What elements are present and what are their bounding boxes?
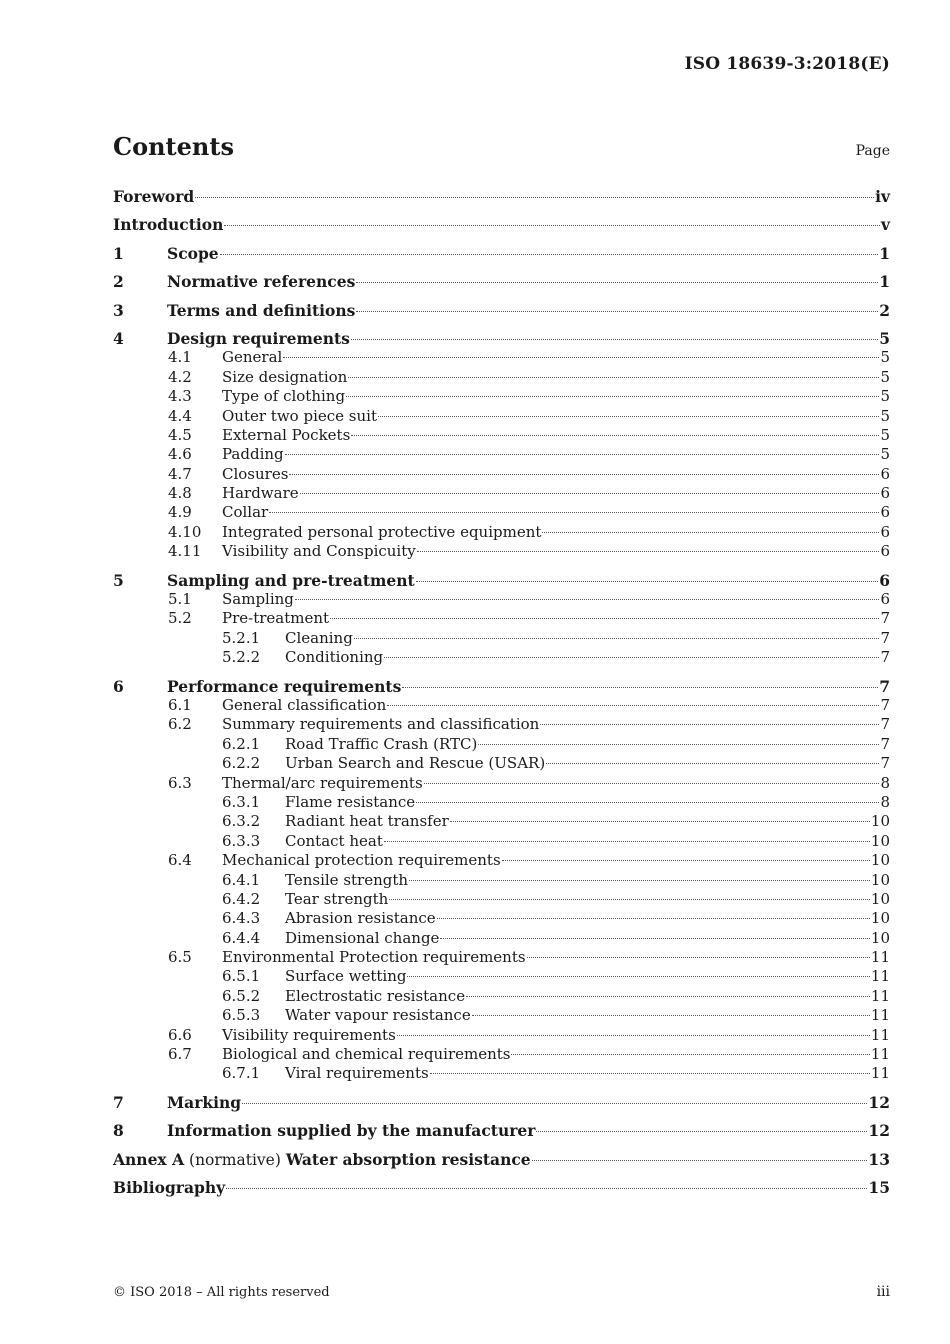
toc-entry[interactable] [113, 407, 890, 426]
toc-entry-number: 8 [113, 1121, 124, 1141]
toc-entry[interactable] [113, 929, 890, 948]
toc-entry-number: 4.1 [168, 348, 192, 367]
toc-entry[interactable] [113, 1064, 890, 1083]
toc-entry-number: 1 [113, 243, 124, 263]
toc-entry-number: 4.5 [168, 425, 192, 444]
toc-entry-title: Visibility requirements [222, 1025, 396, 1044]
toc-entry-title: Thermal/arc requirements [222, 773, 423, 792]
toc-entry[interactable] [113, 215, 890, 234]
toc-entry-title: Tensile strength [285, 870, 409, 889]
toc-entry-number: 6.7 [168, 1045, 192, 1064]
toc-leader-dots [384, 656, 879, 658]
toc-leader-dots [283, 356, 879, 358]
toc-entry-page: 8 [880, 773, 890, 792]
toc-entry[interactable] [113, 1045, 890, 1064]
toc-entry-page: 10 [870, 851, 890, 870]
toc-entry[interactable] [113, 812, 890, 831]
toc-entry-title: Visibility and Conspicuity [222, 542, 416, 561]
toc-entry-number: 7 [113, 1092, 124, 1112]
toc-leader-dots [351, 338, 878, 340]
toc-leader-dots [285, 453, 880, 455]
toc-entry-page: 10 [870, 889, 890, 908]
toc-leader-dots [387, 704, 879, 706]
toc-entry-page: 2 [879, 300, 890, 320]
toc-leader-dots [478, 743, 879, 745]
toc-entry-page: 5 [880, 348, 890, 367]
toc-entry[interactable] [113, 445, 890, 464]
document-reference: ISO 18639-3:2018(E) [684, 54, 890, 74]
toc-leader-dots [416, 801, 879, 803]
toc-entry[interactable] [113, 987, 890, 1006]
toc-entry[interactable] [113, 909, 890, 928]
toc-entry-number: 4.3 [168, 387, 192, 406]
toc-entry-title: Road Traffic Crash (RTC) [285, 734, 478, 753]
toc-entry-page: 10 [870, 909, 890, 928]
toc-entry[interactable] [113, 542, 890, 561]
toc-entry-title: Scope [167, 243, 219, 263]
toc-entry[interactable] [113, 754, 890, 773]
toc-leader-dots [330, 617, 879, 619]
toc-entry-page: 11 [870, 1025, 890, 1044]
toc-entry-number: 4.6 [168, 445, 192, 464]
toc-entry-title: Mechanical protection requirements [222, 851, 501, 870]
table-of-contents [113, 185, 890, 1197]
toc-entry[interactable] [113, 1093, 890, 1112]
toc-leader-dots [195, 196, 874, 198]
toc-entry[interactable] [113, 368, 890, 387]
toc-leader-dots [417, 550, 880, 552]
toc-leader-dots [220, 253, 879, 255]
toc-entry[interactable] [113, 648, 890, 667]
toc-leader-dots [409, 879, 870, 881]
toc-entry-title: Performance requirements [167, 676, 402, 696]
toc-entry-page: 11 [870, 948, 890, 967]
toc-entry[interactable] [113, 696, 890, 715]
toc-entry-page: 5 [880, 367, 890, 386]
toc-entry-number: 5 [113, 570, 124, 590]
toc-entry-title: Viral requirements [285, 1064, 429, 1083]
toc-leader-dots [466, 995, 870, 997]
toc-entry-title: External Pockets [222, 425, 351, 444]
toc-entry-page: 6 [880, 464, 890, 483]
toc-entry-number: 6.5 [168, 948, 192, 967]
toc-entry[interactable] [113, 1150, 890, 1169]
toc-leader-dots [416, 580, 879, 582]
toc-leader-dots [224, 224, 880, 226]
toc-entry-number: 6.6 [168, 1025, 192, 1044]
toc-leader-dots [407, 975, 869, 977]
toc-entry-number: 6.2.1 [222, 734, 261, 753]
toc-entry-title: Environmental Protection requirements [222, 948, 526, 967]
toc-entry[interactable] [113, 948, 890, 967]
toc-entry-page: 7 [880, 715, 890, 734]
toc-entry-page: 11 [870, 1045, 890, 1064]
toc-leader-dots [424, 782, 880, 784]
toc-entry[interactable] [113, 387, 890, 406]
toc-entry[interactable] [113, 629, 890, 648]
toc-entry-number: 6.3.2 [222, 812, 261, 831]
toc-entry-page: 5 [880, 445, 890, 464]
toc-entry-title: Cleaning [285, 628, 353, 647]
toc-leader-dots [346, 395, 879, 397]
toc-entry[interactable] [113, 272, 890, 291]
toc-entry-title: Closures [222, 464, 289, 483]
toc-leader-dots [437, 917, 870, 919]
toc-entry-page: 6 [880, 503, 890, 522]
toc-entry-number: 6.4.4 [222, 928, 261, 947]
toc-entry-page: 11 [870, 1064, 890, 1083]
toc-leader-dots [511, 1053, 869, 1055]
toc-leader-dots [440, 937, 869, 939]
toc-entry-title: Dimensional change [285, 928, 440, 947]
toc-entry[interactable] [113, 503, 890, 522]
toc-leader-dots [397, 1034, 870, 1036]
toc-entry-title: Summary requirements and classification [222, 715, 540, 734]
toc-leader-dots [540, 723, 879, 725]
toc-entry[interactable] [113, 832, 890, 851]
toc-leader-dots [226, 1187, 867, 1189]
toc-leader-dots [348, 376, 879, 378]
toc-entry-page: iv [875, 187, 890, 206]
toc-entry-number: 6.5.1 [222, 967, 261, 986]
toc-entry-page: 7 [880, 695, 890, 714]
toc-leader-dots [300, 492, 880, 494]
toc-entry-page: 10 [870, 831, 890, 850]
toc-entry-page: 7 [880, 609, 890, 628]
toc-entry[interactable] [113, 774, 890, 793]
toc-leader-dots [269, 511, 879, 513]
toc-entry[interactable] [113, 348, 890, 367]
toc-leader-dots [536, 1130, 867, 1132]
toc-entry-page: 11 [870, 986, 890, 1005]
toc-entry[interactable] [113, 590, 890, 609]
copyright-notice: © ISO 2018 – All rights reserved [113, 1285, 330, 1300]
toc-entry[interactable] [113, 715, 890, 734]
toc-entry-title: Urban Search and Rescue (USAR) [285, 754, 546, 773]
toc-entry-title: Sampling [222, 590, 294, 609]
toc-leader-dots [450, 820, 870, 822]
toc-entry[interactable] [113, 1178, 890, 1197]
toc-entry-title: Outer two piece suit [222, 406, 377, 425]
toc-entry-page: 6 [880, 522, 890, 541]
toc-entry-page: 13 [868, 1149, 890, 1169]
toc-entry-page: 7 [880, 648, 890, 667]
toc-leader-dots [527, 956, 870, 958]
toc-entry-page: 12 [868, 1092, 890, 1112]
toc-entry[interactable] [113, 465, 890, 484]
toc-entry-page: 7 [880, 754, 890, 773]
toc-entry-title: Integrated personal protective equipment [222, 522, 542, 541]
toc-leader-dots [354, 637, 880, 639]
toc-entry-title: Electrostatic resistance [285, 986, 466, 1005]
toc-entry-title: Foreword [113, 187, 195, 206]
toc-leader-dots [502, 859, 870, 861]
toc-entry-page: 11 [870, 1006, 890, 1025]
toc-entry-number: 4.4 [168, 406, 192, 425]
toc-entry-title: Annex A (normative) Water absorption resistance [113, 1149, 531, 1169]
toc-entry-page: 6 [880, 484, 890, 503]
toc-entry[interactable] [113, 793, 890, 812]
toc-entry-number: 6.3 [168, 773, 192, 792]
toc-entry-title: Bibliography [113, 1177, 226, 1197]
toc-entry-number: 4.11 [168, 542, 202, 561]
toc-entry-page: 6 [880, 542, 890, 561]
toc-entry-number: 4 [113, 328, 124, 348]
toc-leader-dots [384, 840, 870, 842]
toc-entry-title: Hardware [222, 484, 299, 503]
toc-entry-number: 4.7 [168, 464, 192, 483]
toc-leader-dots [295, 598, 880, 600]
toc-entry-number: 6.5.2 [222, 986, 261, 1005]
toc-entry-page: 10 [870, 870, 890, 889]
toc-entry-number: 5.2.1 [222, 628, 261, 647]
toc-entry-number: 6.4.1 [222, 870, 261, 889]
toc-leader-dots [351, 434, 879, 436]
toc-entry-title: Design requirements [167, 328, 350, 348]
toc-leader-dots [546, 762, 879, 764]
toc-entry-title: Sampling and pre-treatment [167, 570, 415, 590]
toc-entry-page: 5 [880, 387, 890, 406]
toc-entry-number: 2 [113, 272, 124, 292]
toc-leader-dots [356, 281, 878, 283]
toc-entry-page: 7 [880, 628, 890, 647]
toc-entry-number: 6.7.1 [222, 1064, 261, 1083]
toc-entry-number: 6.2.2 [222, 754, 261, 773]
toc-entry-title: Information supplied by the manufacturer [167, 1121, 536, 1141]
toc-entry-page: 1 [879, 272, 890, 292]
toc-entry[interactable] [113, 244, 890, 263]
toc-entry[interactable] [113, 1006, 890, 1025]
toc-entry-title: Padding [222, 445, 284, 464]
toc-entry[interactable] [113, 871, 890, 890]
toc-entry-page: 5 [880, 406, 890, 425]
toc-leader-dots [356, 310, 878, 312]
toc-entry-title: Pre-treatment [222, 609, 330, 628]
toc-entry-page: 8 [880, 792, 890, 811]
toc-entry-number: 5.2 [168, 609, 192, 628]
toc-entry-page: 12 [868, 1121, 890, 1141]
toc-entry-title: Radiant heat transfer [285, 812, 449, 831]
toc-entry[interactable] [113, 571, 890, 590]
toc-leader-dots [402, 686, 878, 688]
toc-entry[interactable] [113, 301, 890, 320]
toc-entry-title: General classification [222, 695, 387, 714]
toc-entry[interactable] [113, 1026, 890, 1045]
toc-leader-dots [289, 473, 879, 475]
toc-entry[interactable] [113, 735, 890, 754]
toc-entry-page: 7 [880, 734, 890, 753]
toc-leader-dots [389, 898, 870, 900]
toc-entry-number: 6 [113, 676, 124, 696]
toc-entry-number: 6.4 [168, 851, 192, 870]
toc-leader-dots [378, 415, 879, 417]
toc-entry-title: Contact heat [285, 831, 383, 850]
toc-entry-title: Normative references [167, 272, 356, 292]
toc-leader-dots [532, 1159, 868, 1161]
toc-entry-number: 3 [113, 300, 124, 320]
toc-entry-title: Biological and chemical requirements [222, 1045, 511, 1064]
toc-entry-title: General [222, 348, 283, 367]
toc-entry-page: 15 [868, 1177, 890, 1197]
toc-entry-number: 6.4.3 [222, 909, 261, 928]
toc-entry-page: 5 [879, 328, 890, 348]
toc-entry-number: 6.2 [168, 715, 192, 734]
toc-entry[interactable] [113, 1121, 890, 1140]
toc-entry-page: 10 [870, 928, 890, 947]
toc-entry-title: Conditioning [285, 648, 384, 667]
toc-entry[interactable] [113, 609, 890, 628]
page-column-label: Page [855, 143, 890, 159]
toc-entry-title: Size designation [222, 367, 348, 386]
toc-entry-page: 10 [870, 812, 890, 831]
toc-entry-title: Surface wetting [285, 967, 407, 986]
toc-leader-dots [542, 531, 879, 533]
toc-entry-title: Flame resistance [285, 792, 416, 811]
toc-entry-number: 4.9 [168, 503, 192, 522]
toc-leader-dots [242, 1102, 867, 1104]
toc-entry-title: Collar [222, 503, 269, 522]
toc-entry-page: v [880, 215, 890, 235]
toc-entry-number: 6.1 [168, 695, 192, 714]
toc-entry-title: Marking [167, 1092, 242, 1112]
toc-entry[interactable] [113, 187, 890, 206]
toc-entry[interactable] [113, 677, 890, 696]
toc-entry-title: Water vapour resistance [285, 1006, 471, 1025]
toc-entry-page: 6 [879, 570, 890, 590]
toc-entry-title: Tear strength [285, 889, 389, 908]
toc-entry[interactable] [113, 426, 890, 445]
toc-entry[interactable] [113, 523, 890, 542]
toc-entry-number: 5.2.2 [222, 648, 261, 667]
toc-entry-number: 6.5.3 [222, 1006, 261, 1025]
toc-entry[interactable] [113, 890, 890, 909]
contents-heading: Contents [113, 132, 234, 161]
toc-entry-page: 11 [870, 967, 890, 986]
toc-entry-page: 5 [880, 425, 890, 444]
toc-entry-number: 4.8 [168, 484, 192, 503]
footer-page-number: iii [876, 1284, 890, 1300]
toc-leader-dots [472, 1014, 870, 1016]
toc-entry-number: 6.4.2 [222, 889, 261, 908]
toc-entry[interactable] [113, 967, 890, 986]
toc-entry-number: 6.3.3 [222, 831, 261, 850]
toc-entry[interactable] [113, 484, 890, 503]
toc-entry[interactable] [113, 851, 890, 870]
toc-entry-title: Type of clothing [222, 387, 346, 406]
toc-entry-number: 4.10 [168, 522, 202, 541]
toc-entry-page: 7 [879, 676, 890, 696]
toc-entry-title: Abrasion resistance [285, 909, 436, 928]
toc-entry-number: 5.1 [168, 590, 192, 609]
toc-entry-page: 6 [880, 590, 890, 609]
toc-entry-number: 4.2 [168, 367, 192, 386]
toc-leader-dots [430, 1072, 870, 1074]
toc-entry-title: Terms and definitions [167, 300, 356, 320]
toc-entry-number: 6.3.1 [222, 792, 261, 811]
toc-entry-title: Introduction [113, 215, 224, 235]
toc-entry[interactable] [113, 329, 890, 348]
toc-entry-page: 1 [879, 243, 890, 263]
